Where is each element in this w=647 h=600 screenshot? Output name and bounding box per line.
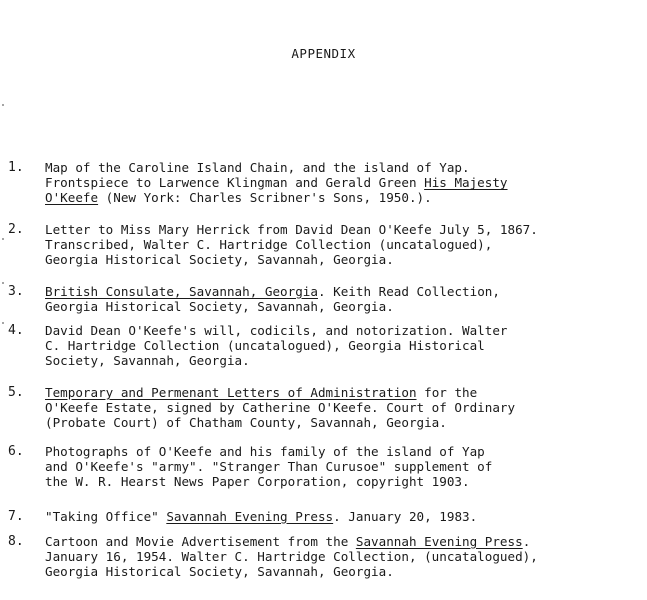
text-segment: C. Hartridge Collection (uncatalogued), Georgia Historical	[45, 338, 485, 354]
text-segment: .	[522, 534, 531, 549]
text-segment: . Keith Read Collection,	[317, 284, 500, 299]
entry-number: 5.	[8, 385, 24, 400]
entry-line	[45, 534, 640, 549]
entry-line	[45, 459, 640, 474]
entry-line	[45, 237, 640, 252]
entry-text	[45, 222, 640, 268]
text-segment: Letter to Miss Mary Herrick from David Dean O'Keefe July 5, 1867.	[45, 222, 538, 237]
entry-line	[45, 474, 640, 489]
text-segment: Transcribed, Walter C. Hartridge Collection (uncatalogued),	[45, 237, 493, 253]
entry-line	[45, 338, 640, 353]
underlined-title: His Majesty	[424, 175, 508, 191]
entry-line	[45, 353, 640, 368]
entry-text	[45, 160, 640, 206]
entry-text	[45, 284, 640, 314]
entry-line	[45, 415, 640, 430]
entry-text	[45, 444, 640, 490]
text-segment: Frontspiece to Larwence Klingman and Gerald Green	[45, 175, 425, 191]
scan-speck	[2, 238, 4, 240]
underlined-title: Savannah Evening Press	[166, 509, 334, 524]
text-segment: Cartoon and Movie Advertisement from the	[45, 534, 356, 549]
text-segment: Georgia Historical Society, Savannah, Georgia.	[45, 252, 394, 268]
underlined-title: Temporary and Permenant Letters of Administration	[45, 385, 417, 400]
entry-line	[45, 323, 640, 338]
entry-line	[45, 549, 640, 564]
text-segment: the W. R. Hearst News Paper Corporation, copyright 1903.	[45, 474, 470, 490]
entry-line	[45, 190, 640, 205]
scan-speck	[2, 104, 4, 106]
text-segment: (New York: Charles Scribner's Sons, 1950.).	[98, 190, 432, 206]
text-segment: David Dean O'Keefe's will, codicils, and notorization. Walter	[45, 323, 508, 338]
scan-speck	[2, 322, 4, 324]
entry-line	[45, 385, 640, 400]
entry-text	[45, 385, 640, 431]
underlined-title: O'Keefe	[45, 190, 99, 206]
entry-number: 2.	[8, 222, 24, 237]
entry-number: 7.	[8, 509, 24, 524]
entry-number: 3.	[8, 284, 24, 299]
entry-text	[45, 323, 640, 369]
entry-line	[45, 299, 640, 314]
text-segment: Georgia Historical Society, Savannah, Georgia.	[45, 299, 394, 315]
scan-speck	[2, 282, 4, 284]
text-segment: Map of the Caroline Island Chain, and the island of Yap.	[45, 160, 470, 175]
entry-line	[45, 444, 640, 459]
entry-line	[45, 222, 640, 237]
entry-line	[45, 564, 640, 579]
entry-line	[45, 175, 640, 190]
text-segment: and O'Keefe's "army". "Stranger Than Curusoe" supplement of	[45, 459, 493, 475]
text-segment: . January 20, 1983.	[333, 509, 478, 524]
text-segment: (Probate Court) of Chatham County, Savannah, Georgia.	[45, 415, 447, 431]
entry-line	[45, 160, 640, 175]
text-segment: January 16, 1954. Walter C. Hartridge Collection, (uncatalogued),	[45, 549, 538, 565]
text-segment: "Taking Office"	[45, 509, 167, 524]
entry-number: 6.	[8, 444, 24, 459]
entry-line	[45, 400, 640, 415]
page-title: APPENDIX	[291, 46, 356, 61]
underlined-title: British Consulate, Savannah, Georgia	[45, 284, 318, 299]
text-segment: O'Keefe Estate, signed by Catherine O'Keefe. Court of Ordinary	[45, 400, 516, 416]
entry-text	[45, 534, 640, 580]
entry-text	[45, 509, 640, 524]
entry-line	[45, 284, 640, 299]
text-segment: for the	[416, 385, 478, 400]
entry-number: 8.	[8, 534, 24, 549]
entry-number: 4.	[8, 323, 24, 338]
text-segment: Photographs of O'Keefe and his family of the island of Yap	[45, 444, 485, 459]
entry-line	[45, 509, 640, 524]
text-segment: Society, Savannah, Georgia.	[45, 353, 250, 369]
text-segment: Georgia Historical Society, Savannah, Georgia.	[45, 564, 394, 580]
entry-line	[45, 252, 640, 267]
underlined-title: Savannah Evening Press	[355, 534, 523, 549]
entry-number: 1.	[8, 160, 24, 175]
